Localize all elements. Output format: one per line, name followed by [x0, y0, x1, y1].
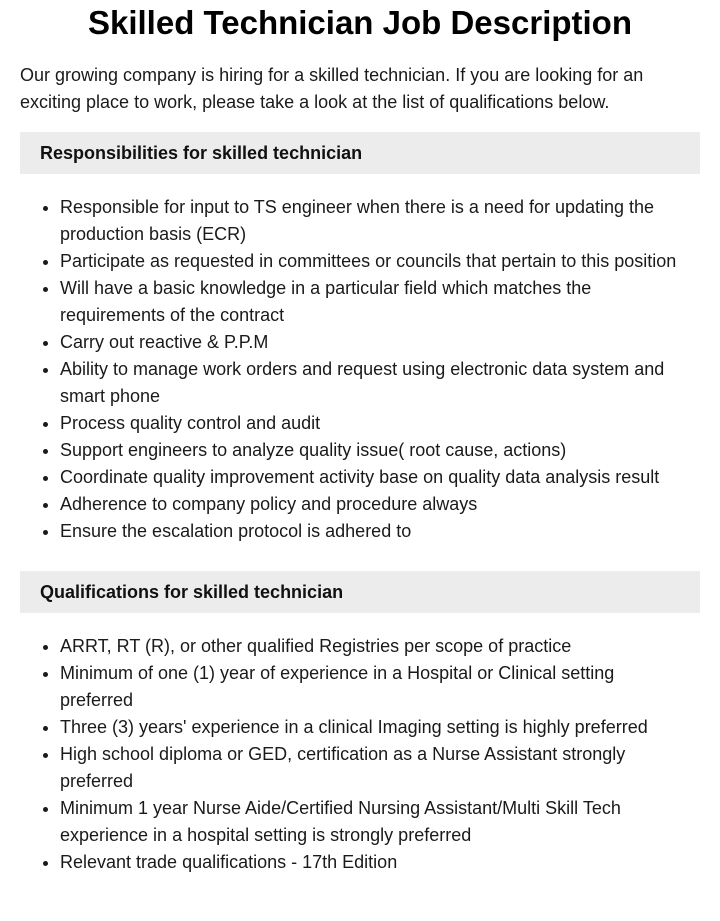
- list-item: • Adherence to company policy and procedure always: [60, 491, 700, 518]
- list-item: • Three (3) years' experience in a clinical Imaging setting is highly preferred: [60, 714, 700, 741]
- list-item: • Will have a basic knowledge in a particular field which matches the requirements of the contract: [60, 275, 700, 329]
- qualifications-list: [20, 633, 700, 876]
- page-title: Skilled Technician Job Description: [87, 4, 633, 41]
- list-item: • Coordinate quality improvement activity base on quality data analysis result: [60, 464, 700, 491]
- list-item: • Process quality control and audit: [60, 410, 700, 437]
- list-item: • Relevant trade qualifications - 17th Edition: [60, 849, 700, 876]
- responsibilities-list: [20, 194, 700, 545]
- list-item: • Responsible for input to TS engineer when there is a need for updating the production basis (ECR): [60, 194, 700, 248]
- list-item: • Support engineers to analyze quality issue( root cause, actions): [60, 437, 700, 464]
- list-item: • Minimum 1 year Nurse Aide/Certified Nursing Assistant/Multi Skill Tech experience in a hospital setting is strongly preferred: [60, 795, 700, 849]
- list-item: • Ability to manage work orders and request using electronic data system and smart phone: [60, 356, 700, 410]
- list-item: • High school diploma or GED, certification as a Nurse Assistant strongly preferred: [60, 741, 700, 795]
- list-item: • Ensure the escalation protocol is adhered to: [60, 518, 700, 545]
- intro-paragraph: Our growing company is hiring for a skilled technician. If you are looking for an exciting place to work, please take a look at the list of qualifications below.: [20, 65, 644, 112]
- qualifications-heading: Qualifications for skilled technician: [20, 571, 700, 613]
- list-item: • ARRT, RT (R), or other qualified Registries per scope of practice: [60, 633, 700, 660]
- responsibilities-heading: Responsibilities for skilled technician: [20, 132, 700, 174]
- list-item: • Carry out reactive & P.P.M: [60, 329, 700, 356]
- list-item: • Participate as requested in committees or councils that pertain to this position: [60, 248, 700, 275]
- list-item: • Minimum of one (1) year of experience in a Hospital or Clinical setting preferred: [60, 660, 700, 714]
